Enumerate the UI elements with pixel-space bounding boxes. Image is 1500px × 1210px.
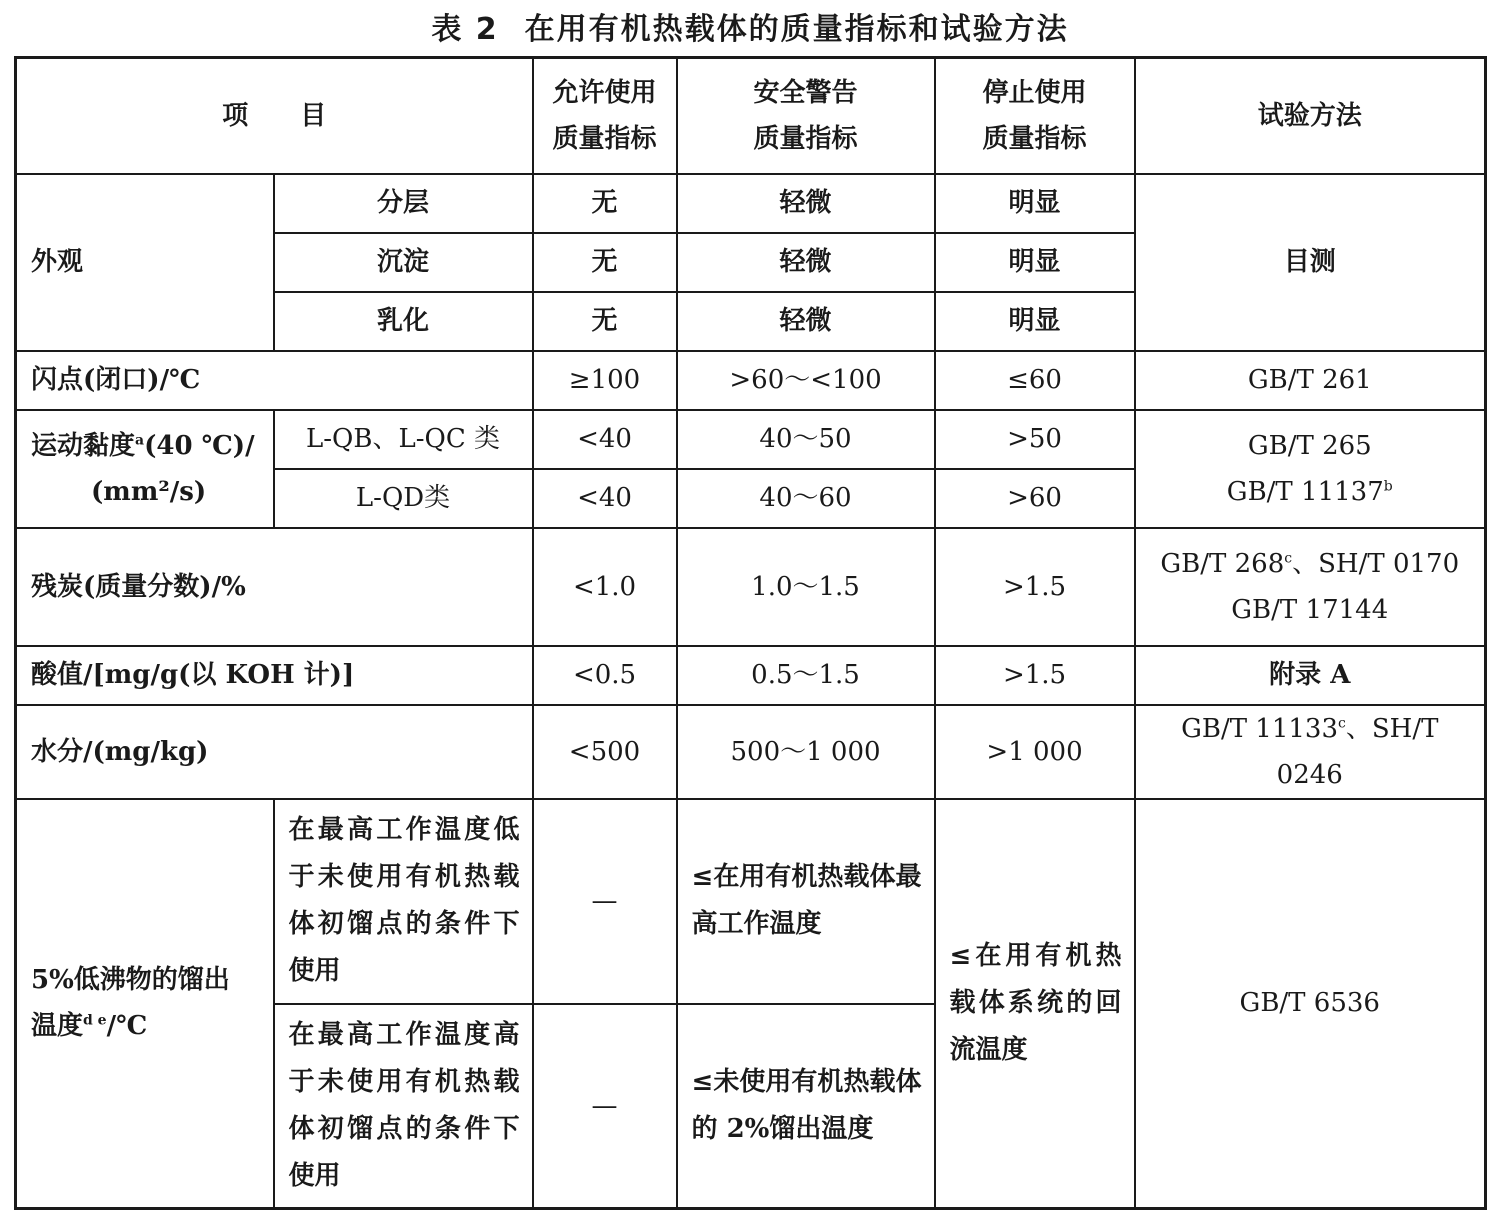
header-allow: 允许使用 质量指标 — [533, 58, 677, 174]
carbon-label: 残炭(质量分数)/% — [16, 528, 533, 646]
table-row — [16, 351, 1486, 410]
table-row — [16, 174, 1486, 233]
table-number: 表 2 — [431, 12, 499, 47]
carbon-allow: <1.0 — [533, 528, 677, 646]
water-stop: >1 000 — [935, 705, 1135, 799]
viscosity-sub: L-QD类 — [274, 469, 533, 528]
appearance-sub: 分层 — [274, 174, 533, 233]
viscosity-allow: <40 — [533, 469, 677, 528]
flash-warn: >60～<100 — [677, 351, 935, 410]
appearance-allow: 无 — [533, 233, 677, 292]
water-label: 水分/(mg/kg) — [16, 705, 533, 799]
boiling-warn: ≤在用有机热载体最高工作温度 — [677, 799, 935, 1004]
viscosity-method: GB/T 265 GB/T 11137$^b$ — [1135, 410, 1486, 528]
table-row — [16, 705, 1486, 799]
boiling-sub: 在最高工作温度低于未使用有机热载体初馏点的条件下使用 — [274, 799, 533, 1004]
acid-label: 酸值/[mg/g(以 KOH 计)] — [16, 646, 533, 705]
viscosity-sub: L-QB、L-QC 类 — [274, 410, 533, 469]
boiling-allow: — — [533, 799, 677, 1004]
quality-index-table — [14, 56, 1487, 1210]
boiling-sub: 在最高工作温度高于未使用有机热载体初馏点的条件下使用 — [274, 1004, 533, 1209]
header-row — [16, 58, 1486, 174]
table-row — [16, 528, 1486, 646]
flash-method: GB/T 261 — [1135, 351, 1486, 410]
appearance-stop: 明显 — [935, 233, 1135, 292]
carbon-stop: >1.5 — [935, 528, 1135, 646]
boiling-warn: ≤未使用有机热载体的 2%馏出温度 — [677, 1004, 935, 1209]
appearance-label: 外观 — [16, 174, 274, 351]
acid-stop: >1.5 — [935, 646, 1135, 705]
carbon-warn: 1.0～1.5 — [677, 528, 935, 646]
flash-allow: ≥100 — [533, 351, 677, 410]
viscosity-stop: >50 — [935, 410, 1135, 469]
header-method: 试验方法 — [1135, 58, 1486, 174]
appearance-sub: 乳化 — [274, 292, 533, 351]
appearance-method: 目测 — [1135, 174, 1486, 351]
viscosity-label: 运动黏度$^a$(40 ℃)/ (mm²/s) — [16, 410, 274, 528]
flash-label: 闪点(闭口)/℃ — [16, 351, 533, 410]
water-warn: 500～1 000 — [677, 705, 935, 799]
appearance-sub: 沉淀 — [274, 233, 533, 292]
water-allow: <500 — [533, 705, 677, 799]
boiling-method: GB/T 6536 — [1135, 799, 1486, 1209]
table-title — [0, 4, 1500, 48]
boiling-label: 5%低沸物的馏出 温度$^{d e}$/℃ — [16, 799, 274, 1209]
acid-allow: <0.5 — [533, 646, 677, 705]
viscosity-stop: >60 — [935, 469, 1135, 528]
table-row — [16, 799, 1486, 1004]
appearance-warn: 轻微 — [677, 292, 935, 351]
header-item: 项 目 — [16, 58, 533, 174]
acid-warn: 0.5～1.5 — [677, 646, 935, 705]
table-title-text: 在用有机热载体的质量指标和试验方法 — [524, 12, 1069, 47]
carbon-method: GB/T 268$^c$、SH/T 0170 GB/T 17144 — [1135, 528, 1486, 646]
header-stop: 停止使用 质量指标 — [935, 58, 1135, 174]
appearance-allow: 无 — [533, 292, 677, 351]
header-warn: 安全警告 质量指标 — [677, 58, 935, 174]
appearance-stop: 明显 — [935, 174, 1135, 233]
boiling-stop: ≤在用有机热载体系统的回流温度 — [935, 799, 1135, 1209]
water-method: GB/T 11133$^c$、SH/T 0246 — [1135, 705, 1486, 799]
acid-method: 附录 A — [1135, 646, 1486, 705]
boiling-allow: — — [533, 1004, 677, 1209]
table-row — [16, 646, 1486, 705]
flash-stop: ≤60 — [935, 351, 1135, 410]
appearance-warn: 轻微 — [677, 233, 935, 292]
viscosity-warn: 40～50 — [677, 410, 935, 469]
table-row — [16, 410, 1486, 469]
appearance-warn: 轻微 — [677, 174, 935, 233]
appearance-allow: 无 — [533, 174, 677, 233]
viscosity-warn: 40～60 — [677, 469, 935, 528]
appearance-stop: 明显 — [935, 292, 1135, 351]
viscosity-allow: <40 — [533, 410, 677, 469]
